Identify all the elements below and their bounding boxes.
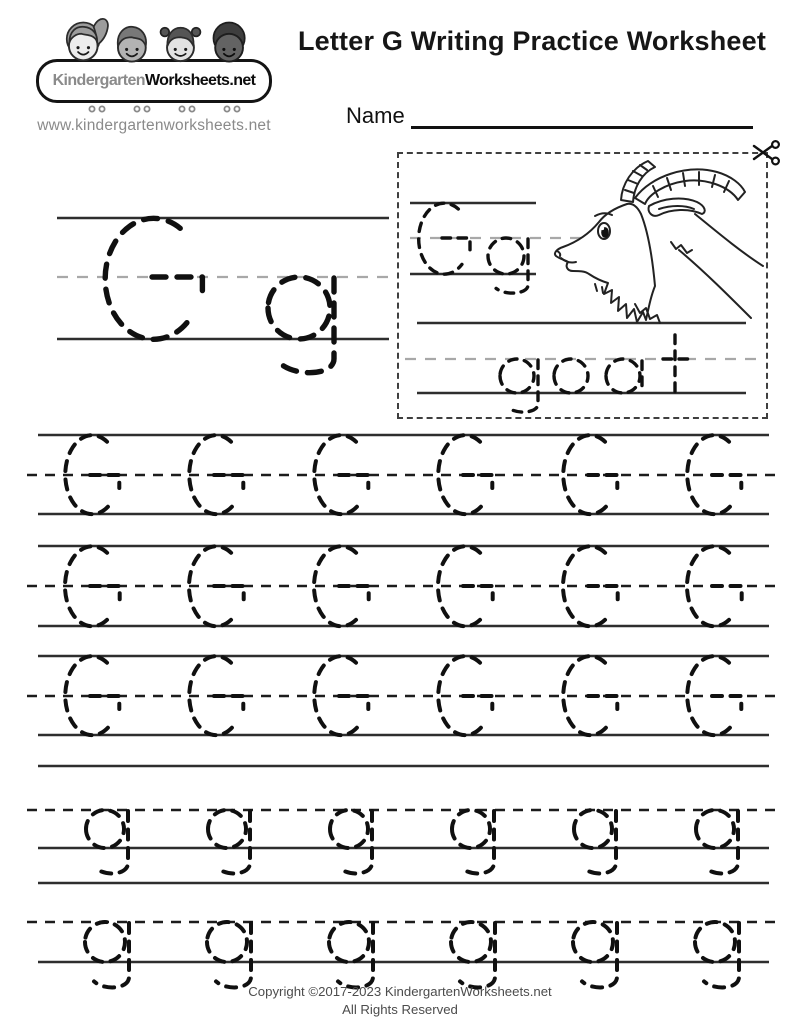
name-label: Name [346, 103, 405, 128]
rights-text: All Rights Reserved [342, 1002, 458, 1017]
kid-girl-pigtails [161, 28, 201, 61]
site-logo [36, 10, 272, 135]
cutout-card [397, 152, 768, 419]
name-fill-line[interactable] [411, 126, 753, 129]
scissors-icon [752, 140, 782, 166]
brand-prefix: Kindergarten [52, 72, 145, 89]
kid-boy-bowlcut [118, 27, 146, 62]
brand-suffix: Worksheets.net [144, 72, 256, 89]
kids-illustration [52, 10, 256, 68]
logo-feet-decoration [44, 104, 264, 115]
website-url: www.kindergartenworksheets.net [37, 117, 271, 134]
copyright-text: Copyright ©2017-2023 KindergartenWorksheets.net [248, 984, 552, 999]
worksheet-title: Letter G Writing Practice Worksheet [297, 26, 767, 56]
kid-girl-ponytail [67, 19, 108, 60]
example-card-graphic [399, 154, 766, 417]
kid-boy-afro [213, 23, 244, 62]
goat-illustration [555, 161, 763, 323]
